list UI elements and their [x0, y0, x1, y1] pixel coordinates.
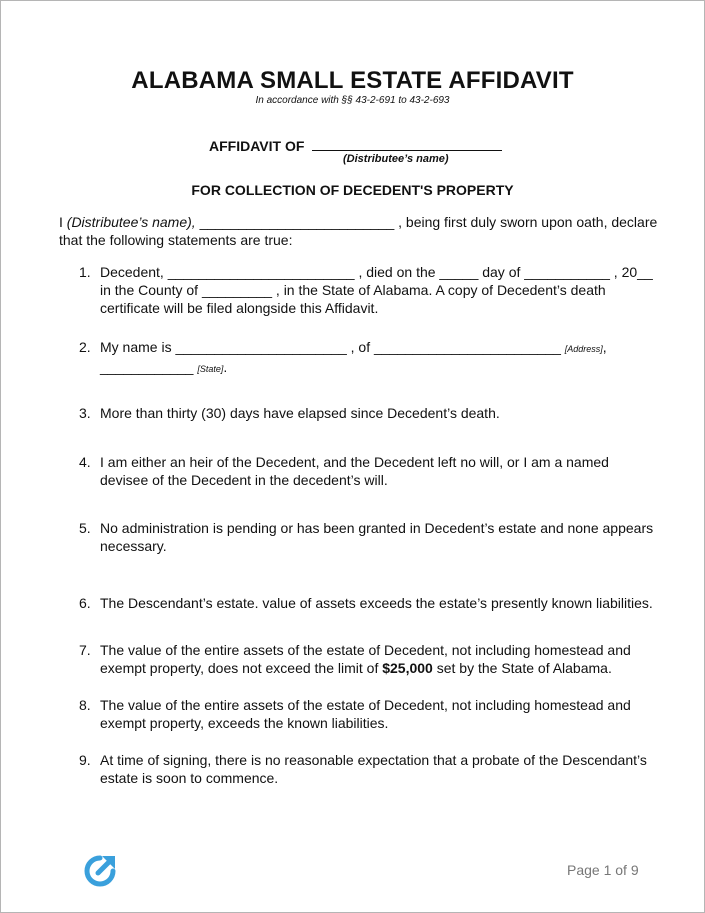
- list-item: [79, 641, 659, 677]
- collection-heading: FOR COLLECTION OF DECEDENT'S PROPERTY: [191, 182, 514, 198]
- list-item: [79, 404, 659, 422]
- state-blank[interactable]: ____________: [100, 359, 198, 375]
- limit-amount: $25,000: [382, 660, 433, 676]
- affidavit-of-line: [209, 136, 502, 154]
- item-number: 9.: [79, 752, 91, 768]
- item-number: 8.: [79, 697, 91, 713]
- item-number: 6.: [79, 595, 91, 611]
- item-text: No administration is pending or has been granted in Decedent’s estate and none appears necessary.: [100, 520, 654, 554]
- item-number: 1.: [79, 264, 91, 280]
- list-item: [79, 263, 659, 317]
- affidavit-of-label: AFFIDAVIT OF: [209, 138, 305, 154]
- page-number: Page 1 of 9: [567, 862, 639, 878]
- item-text: I am either an heir of the Decedent, and the Decedent left no will, or I am a named devisee of the Decedent in the decedent’s will.: [100, 454, 609, 488]
- item-text: Decedent, ________________________ , died on the _____ day of ___________ , 20__ in the County of _________ , in the State of Alabama. A copy of Decedent’s death certificate will be filed alongside this Affidavit.: [100, 264, 653, 316]
- intro-blank[interactable]: _________________________: [195, 214, 399, 230]
- item-text: More than thirty (30) days have elapsed since Decedent’s death.: [100, 405, 500, 421]
- affidavit-of-caption: (Distributee’s name): [343, 153, 449, 165]
- item-text: The value of the entire assets of the estate of Decedent, not including homestead and exempt property, exceeds the known liabilities.: [100, 697, 631, 731]
- intro-prefix: I: [59, 214, 67, 230]
- address-tag: [Address]: [564, 344, 603, 354]
- item-number: 4.: [79, 454, 91, 470]
- intro-rest: , being first duly sworn upon oath, declare that the following statements are true:: [59, 214, 658, 248]
- list-item: [79, 751, 659, 787]
- item-text: The value of the entire assets of the estate of Decedent, not including homestead and exempt property, does not exceed the limit of $25,000 set by the State of Alabama.: [100, 642, 631, 676]
- item-text: My name is ______________________ , of ________________________ [Address], ____________ [State].: [100, 339, 607, 375]
- list-item: [79, 519, 669, 555]
- item-number: 3.: [79, 405, 91, 421]
- distributee-name-blank[interactable]: [312, 136, 502, 151]
- list-item: [79, 696, 659, 732]
- list-item: [79, 453, 659, 489]
- item-number: 2.: [79, 339, 91, 355]
- document-title: ALABAMA SMALL ESTATE AFFIDAVIT: [131, 67, 574, 94]
- intro-paragraph: [59, 213, 659, 249]
- list-item: [79, 338, 659, 378]
- item-text: At time of signing, there is no reasonable expectation that a probate of the Descendant’s estate is soon to commence.: [100, 752, 647, 786]
- intro-italic: (Distributee’s name),: [66, 214, 196, 230]
- document-subtitle: In accordance with §§ 43-2-691 to 43-2-693: [255, 95, 450, 106]
- item-text: The Descendant’s estate. value of assets exceeds the estate’s presently known liabilities.: [100, 595, 653, 611]
- state-tag: [State]: [197, 364, 224, 374]
- item-number: 7.: [79, 642, 91, 658]
- item-number: 5.: [79, 520, 91, 536]
- share-arrow-icon: [81, 852, 119, 890]
- list-item: [79, 594, 669, 612]
